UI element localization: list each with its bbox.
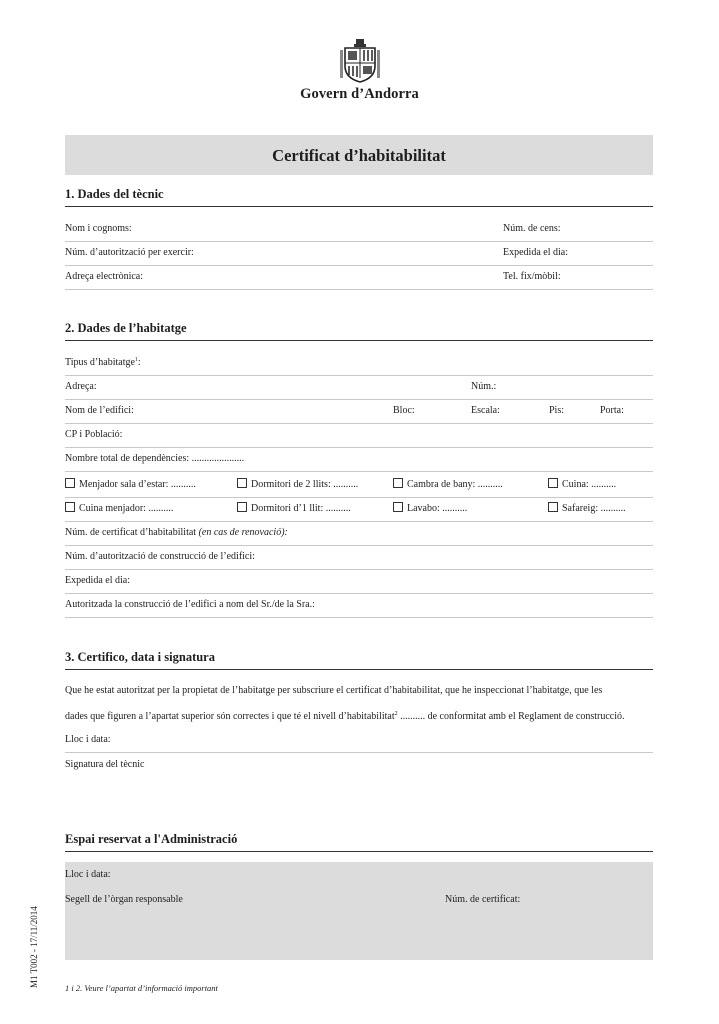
habitatge-authorized-owner-label: Autoritzada la construcció de l’edifici a nom del Sr./de la Sra.:	[65, 599, 315, 610]
habitatge-issued-label: Expedida el dia:	[65, 575, 130, 586]
room-label: Cuina: ..........	[562, 479, 617, 490]
habitatge-row-construction-auth	[65, 546, 653, 570]
section3-row-place-date	[65, 729, 653, 753]
habitatge-type-text: Tipus d’habitatge	[65, 357, 135, 368]
footnote: 1 i 2. Veure l’apartat d’informació important	[65, 983, 218, 993]
habitatge-row-rooms-total	[65, 448, 653, 472]
habitatge-row-authorized-owner	[65, 594, 653, 618]
section3-place-date-label: Lloc i data:	[65, 734, 111, 745]
admin-reserved-box	[65, 862, 653, 960]
footnote-ref-1: 1	[134, 357, 138, 363]
footnote-ref-2: 2	[394, 711, 398, 717]
organization-name: Govern d’Andorra	[300, 86, 419, 102]
checkbox-icon[interactable]	[65, 478, 75, 488]
room-checkbox-kitchen-dining[interactable]	[65, 502, 173, 514]
tecnic-row-authorization	[65, 242, 653, 266]
tecnic-cens-label: Núm. de cens:	[503, 223, 561, 234]
room-checkbox-dining-living[interactable]	[65, 478, 196, 490]
habitatge-rooms-row-2	[65, 498, 653, 522]
habitatge-row-building	[65, 400, 653, 424]
tecnic-authorization-label: Núm. d’autorització per exercir:	[65, 247, 194, 258]
checkbox-icon[interactable]	[393, 478, 403, 488]
document-title-band	[65, 135, 653, 175]
habitatge-stair-label: Escala:	[471, 405, 500, 416]
technician-signature-label: Signatura del tècnic	[65, 759, 145, 770]
cert-number-text: Núm. de certificat d’habitabilitat	[65, 527, 197, 538]
section1-rule	[65, 206, 653, 207]
habitatge-row-address	[65, 376, 653, 400]
section3-rule	[65, 669, 653, 670]
habitatge-floor-label: Pis:	[549, 405, 565, 416]
tecnic-issued-label: Expedida el dia:	[503, 247, 568, 258]
room-checkbox-bathroom[interactable]	[393, 478, 503, 490]
habitatge-row-postcode	[65, 424, 653, 448]
admin-seal-label: Segell de l’òrgan responsable	[65, 894, 183, 905]
habitatge-postcode-label: CP i Població:	[65, 429, 123, 440]
checkbox-icon[interactable]	[548, 478, 558, 488]
habitatge-type-colon: :	[137, 357, 141, 368]
cert-number-note: (en cas de renovació):	[198, 527, 288, 538]
form-code: M1 T002 - 17/11/2014	[29, 906, 39, 988]
admin-place-date-label: Lloc i data:	[65, 869, 111, 880]
certification-text-line2	[65, 711, 653, 722]
habitatge-door-label: Porta:	[600, 405, 624, 416]
habitatge-rooms-row-1	[65, 474, 653, 498]
tecnic-row-contact	[65, 266, 653, 290]
checkbox-icon[interactable]	[237, 478, 247, 488]
room-checkbox-single-bedroom[interactable]	[237, 502, 351, 514]
room-label: Safareig: ..........	[562, 503, 626, 514]
certification-text-b: .......... de conformitat amb el Reglament de construcció.	[397, 711, 625, 722]
habitatge-construction-auth-label: Núm. d’autorització de construcció de l’edifici:	[65, 551, 255, 562]
section1-title: 1. Dades del tècnic	[65, 187, 164, 201]
habitatge-cert-number-label	[65, 527, 288, 538]
room-label: Dormitori de 2 llits: ..........	[251, 479, 359, 490]
room-checkbox-toilet[interactable]	[393, 502, 467, 514]
tecnic-email-label: Adreça electrònica:	[65, 271, 144, 282]
checkbox-icon[interactable]	[548, 502, 558, 512]
room-label: Cambra de bany: ..........	[407, 479, 503, 490]
room-checkbox-laundry[interactable]	[548, 502, 626, 514]
habitatge-building-label: Nom de l’edifici:	[65, 405, 134, 416]
section2-rule	[65, 340, 653, 341]
room-label: Cuina menjador: ..........	[79, 503, 174, 514]
habitatge-row-cert-number	[65, 522, 653, 546]
habitatge-type-label	[65, 357, 141, 368]
room-checkbox-double-bedroom[interactable]	[237, 478, 358, 490]
habitatge-row-issued	[65, 570, 653, 594]
tecnic-phone-label: Tel. fix/mòbil:	[503, 271, 561, 282]
section3-row-signature	[65, 753, 653, 777]
checkbox-icon[interactable]	[237, 502, 247, 512]
section3-title: 3. Certifico, data i signatura	[65, 650, 215, 664]
room-label: Lavabo: ..........	[407, 503, 468, 514]
certification-text-line1: Que he estat autoritzat per la propietat de l’habitatge per subscriure el certificat d’habitabilitat, que he inspeccionat l’habitatge, que les	[65, 685, 603, 696]
tecnic-row-name	[65, 218, 653, 242]
checkbox-icon[interactable]	[393, 502, 403, 512]
habitatge-address-label: Adreça:	[65, 381, 97, 392]
room-label: Menjador sala d’estar: ..........	[79, 479, 196, 490]
section2-title: 2. Dades de l’habitatge	[65, 321, 187, 335]
admin-rule	[65, 851, 653, 852]
page-header	[0, 0, 719, 110]
room-checkbox-kitchen[interactable]	[548, 478, 616, 490]
document-title: Certificat d’habitabilitat	[272, 146, 446, 165]
admin-cert-number-label: Núm. de certificat:	[445, 894, 521, 905]
checkbox-icon[interactable]	[65, 502, 75, 512]
habitatge-block-label: Bloc:	[393, 405, 415, 416]
habitatge-rooms-total-label: Nombre total de dependències: .....................	[65, 453, 245, 464]
habitatge-row-type	[65, 352, 653, 376]
tecnic-name-label: Nom i cognoms:	[65, 223, 132, 234]
certification-text-a: dades que figuren a l’apartat superior són correctes i que té el nivell d’habitabilitat	[65, 711, 395, 722]
andorra-coat-of-arms-icon	[337, 38, 383, 84]
room-label: Dormitori d’1 llit: ..........	[251, 503, 351, 514]
habitatge-number-label: Núm.:	[471, 381, 497, 392]
admin-title: Espai reservat a l'Administració	[65, 832, 238, 846]
